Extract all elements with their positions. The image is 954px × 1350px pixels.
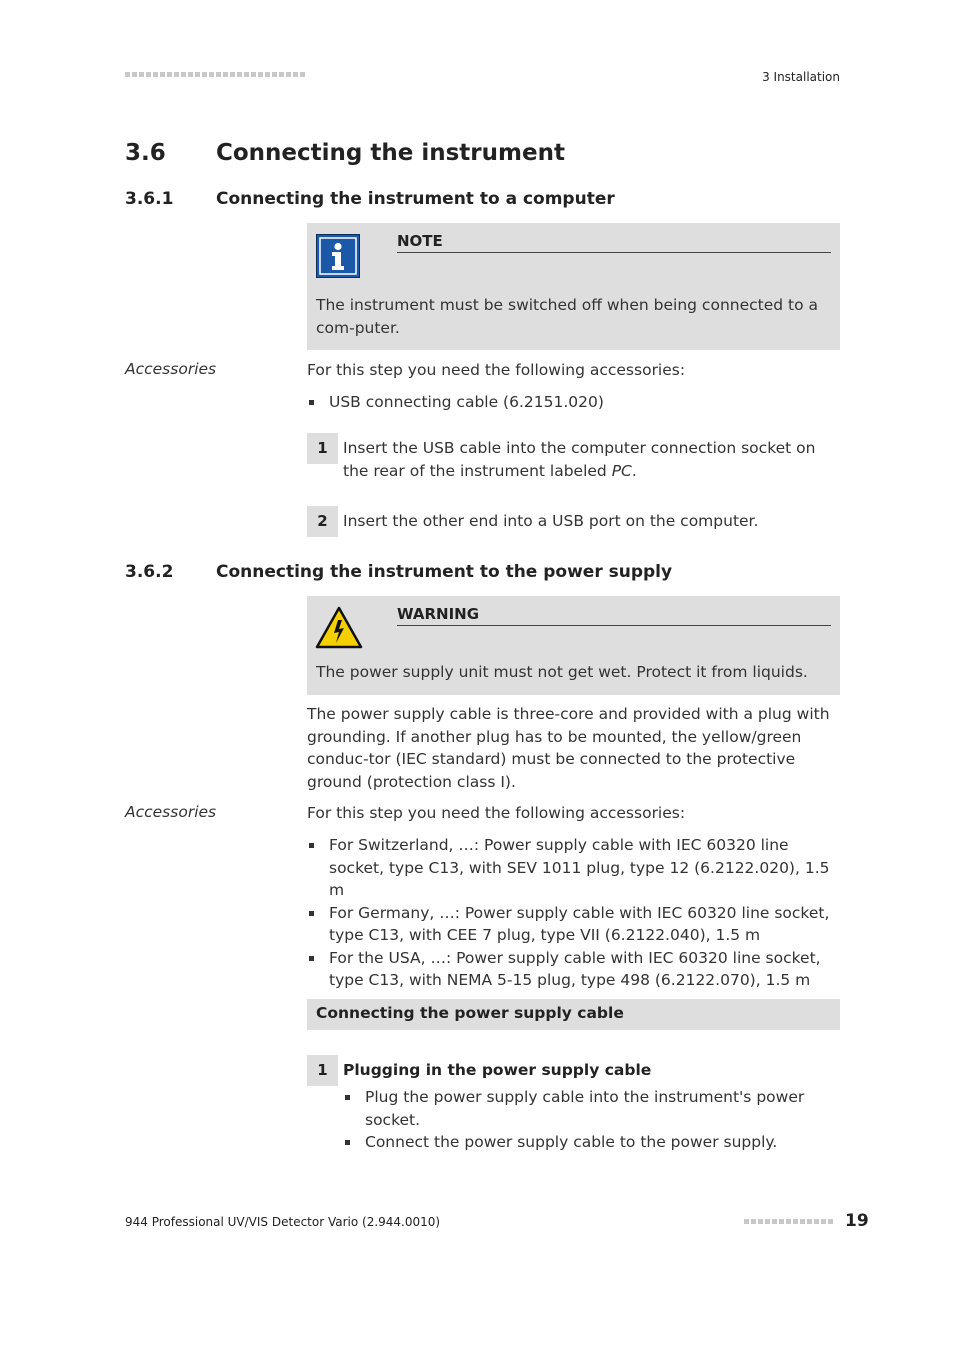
- step-number: 1: [307, 1055, 338, 1086]
- section-heading: [125, 140, 565, 166]
- list-item: USB connecting cable (6.2151.020): [307, 391, 840, 414]
- info-icon: [316, 234, 360, 278]
- footer-decoration: [744, 1219, 833, 1224]
- subsection-number: 3.6.2: [125, 562, 174, 582]
- step-text-part: Insert the USB cable into the computer connection socket on the rear of the instrument labeled: [343, 439, 816, 480]
- accessories-label: Accessories: [125, 803, 217, 821]
- subsection-title: Connecting the instrument to the power supply: [216, 562, 673, 582]
- page-number: 19: [845, 1211, 869, 1231]
- step-text: [343, 437, 840, 482]
- warning-title: WARNING: [397, 605, 831, 626]
- note-text: The instrument must be switched off when being connected to a com-puter.: [316, 296, 819, 337]
- high-voltage-warning-icon: [315, 606, 363, 650]
- accessories-intro: For this step you need the following accessories:: [307, 804, 686, 822]
- note-title: NOTE: [397, 232, 831, 253]
- warning-box: [307, 596, 840, 695]
- procedure-title: Connecting the power supply cable: [316, 1004, 624, 1022]
- step-bullets: [343, 1086, 840, 1154]
- power-cable-paragraph: The power supply cable is three-core and provided with a plug with grounding. If another plug has to be mounted, the yellow/green conduc-tor (IEC standard) must be connected to the protective ground (protection class I).: [307, 705, 830, 791]
- step-text: Insert the other end into a USB port on the computer.: [343, 512, 759, 530]
- accessories-intro: For this step you need the following accessories:: [307, 361, 686, 379]
- header-chapter: 3 Installation: [762, 70, 840, 84]
- section-number: 3.6: [125, 140, 166, 166]
- list-item: For Switzerland, …: Power supply cable with IEC 60320 line socket, type C13, with SEV 1011 plug, type 12 (6.2122.020), 1.5 m: [307, 834, 840, 902]
- step-number: 1: [307, 433, 338, 464]
- header-decoration: [125, 72, 305, 77]
- list-item: For Germany, …: Power supply cable with IEC 60320 line socket, type C13, with CEE 7 plug, type VII (6.2122.040), 1.5 m: [307, 902, 840, 947]
- step-text-part: .: [631, 461, 637, 480]
- list-item: For the USA, …: Power supply cable with IEC 60320 line socket, type C13, with NEMA 5-15 plug, type 498 (6.2122.070), 1.5 m: [307, 947, 840, 992]
- subsection-title: Connecting the instrument to a computer: [216, 189, 615, 209]
- accessories-list: [307, 391, 840, 414]
- note-box: [307, 223, 840, 350]
- footer-product: 944 Professional UV/VIS Detector Vario (2.944.0010): [125, 1215, 441, 1229]
- step-text-italic: PC: [611, 461, 632, 480]
- step-2: [307, 506, 840, 538]
- accessories-label: Accessories: [125, 360, 217, 378]
- list-item: Connect the power supply cable to the power supply.: [343, 1131, 840, 1154]
- subsection-number: 3.6.1: [125, 189, 174, 209]
- warning-text: The power supply unit must not get wet. Protect it from liquids.: [316, 663, 808, 681]
- procedure-title-bar: [307, 999, 840, 1030]
- subsection-heading-1: [125, 189, 615, 209]
- list-item: Plug the power supply cable into the instrument's power socket.: [343, 1086, 840, 1131]
- section-title: Connecting the instrument: [216, 140, 565, 166]
- accessories-list: [307, 834, 840, 992]
- power-step-1: [307, 1055, 840, 1151]
- step-title: Plugging in the power supply cable: [343, 1061, 652, 1079]
- step-number: 2: [307, 506, 338, 537]
- subsection-heading-2: [125, 562, 672, 582]
- step-1: [307, 433, 840, 479]
